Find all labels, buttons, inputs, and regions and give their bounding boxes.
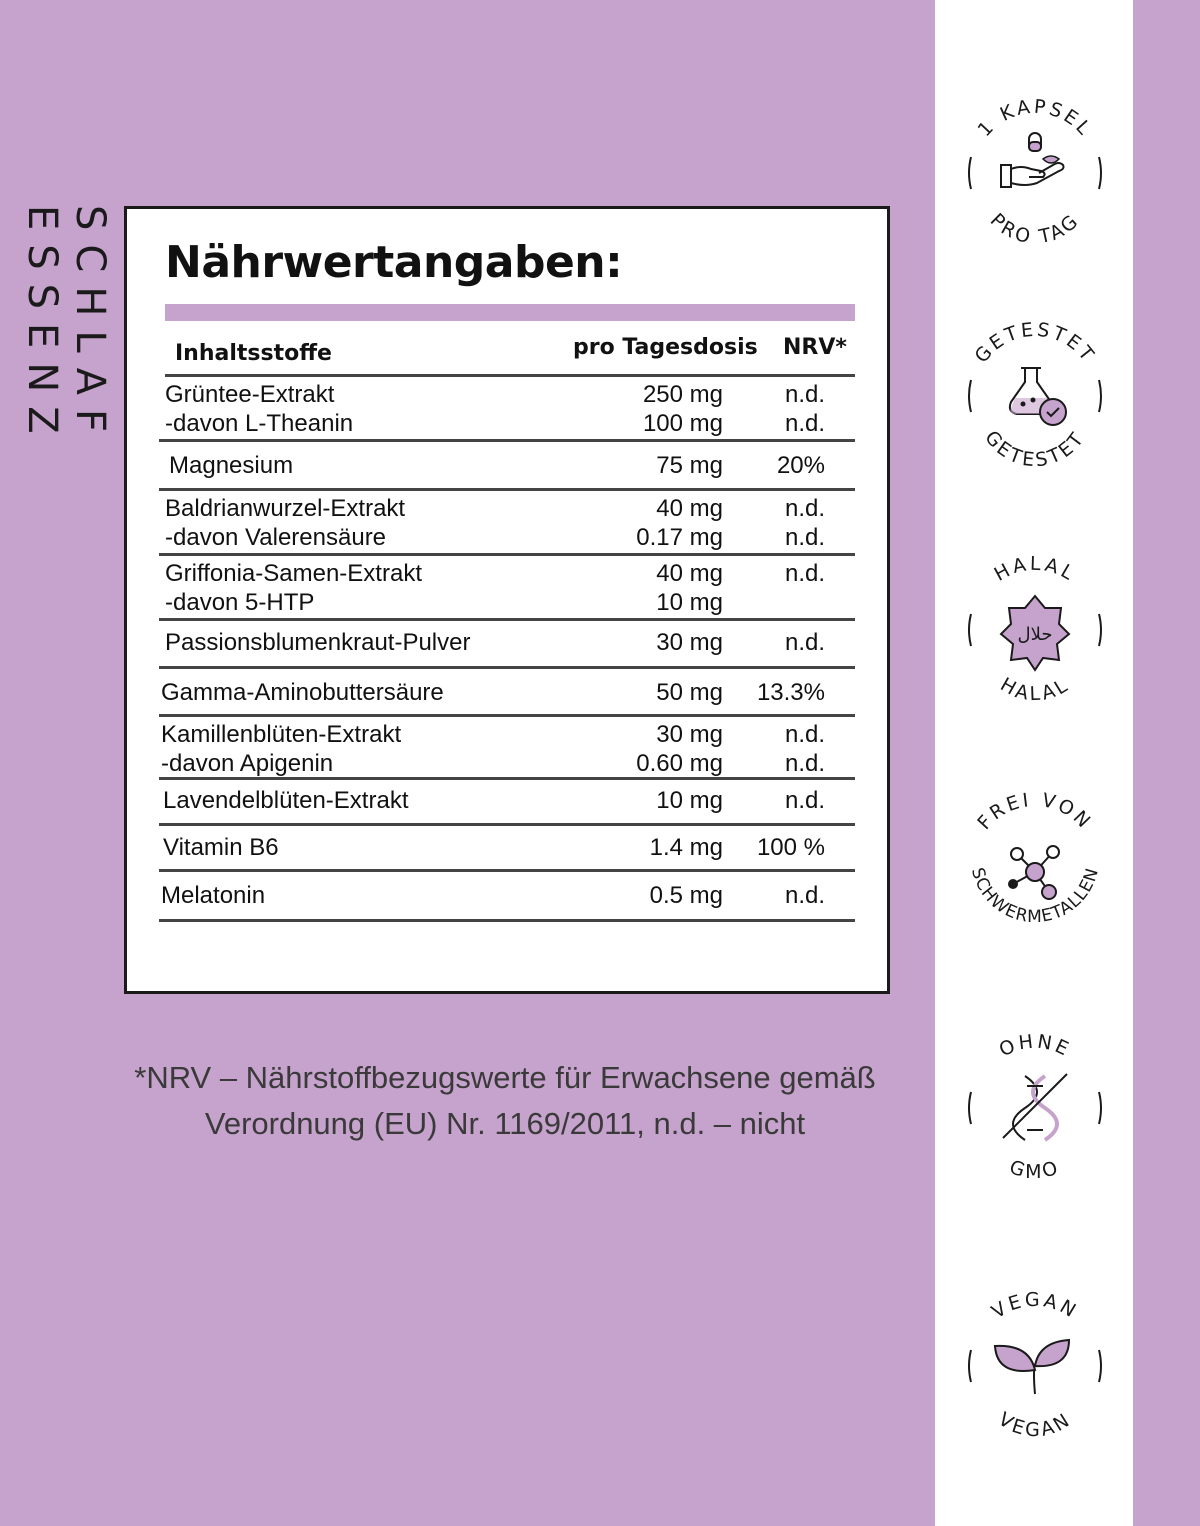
nrv-footnote [0, 1055, 1010, 1147]
table-row [159, 783, 855, 826]
table-row [159, 559, 855, 621]
ingredient-name: -davon L-Theanin [165, 410, 354, 437]
halal-star-icon [1001, 596, 1069, 670]
nutrition-panel [124, 206, 890, 994]
table-header [165, 321, 855, 377]
ingredient-nrv: n.d. [784, 495, 825, 522]
badge-top-text: HALAL [990, 552, 1080, 586]
ingredient-dose: 30 mg [656, 721, 723, 748]
table-row [159, 720, 855, 780]
badge-bottom-text: VEGAN [994, 1408, 1076, 1442]
footnote-line-1: *NRV – Nährstoffbezugswerte für Erwachsene gemäß [134, 1060, 876, 1095]
ingredient-nrv: n.d. [784, 750, 825, 777]
leaf-sprout-icon [995, 1340, 1069, 1394]
row-line [159, 881, 855, 911]
dna-crossed-icon [1003, 1074, 1067, 1140]
ingredient-dose: 0.60 mg [636, 750, 723, 777]
ingredient-nrv: n.d. [784, 410, 825, 437]
table-row [159, 494, 855, 556]
ingredient-name: Baldrianwurzel-Extrakt [165, 495, 406, 522]
row-line [159, 833, 855, 863]
ingredient-name: Griffonia-Samen-Extrakt [165, 560, 422, 587]
ingredient-dose: 0.5 mg [649, 882, 723, 909]
ingredient-name: Grüntee-Extrakt [165, 381, 335, 408]
ingredient-dose: 1.4 mg [649, 834, 723, 861]
table-row [159, 378, 855, 442]
ingredient-name: -davon Apigenin [161, 750, 334, 777]
badge-bottom-text: GMO [1006, 1156, 1064, 1184]
side-title-text: SCHLAF ESSENZ [19, 205, 113, 448]
ingredient-nrv: n.d. [784, 882, 825, 909]
halal-arabic-text: حلال [1017, 624, 1053, 645]
ingredient-dose: 40 mg [656, 560, 723, 587]
ingredient-name: -davon 5-HTP [165, 589, 315, 616]
ingredient-nrv: n.d. [784, 381, 825, 408]
row-line [159, 523, 855, 553]
ingredient-name: Passionsblumenkraut-Pulver [165, 629, 471, 656]
table-row [159, 445, 855, 491]
ingredient-dose: 30 mg [656, 629, 723, 656]
ingredient-name: Gamma-Aminobuttersäure [161, 679, 444, 706]
header-daily-dose: pro Tagesdosis [573, 335, 758, 360]
ingredient-nrv: 20% [776, 452, 825, 479]
row-line [159, 786, 855, 816]
ingredient-dose: 75 mg [656, 452, 723, 479]
row-line [159, 494, 855, 524]
ingredient-name: Lavendelblüten-Extrakt [163, 787, 409, 814]
badge-one-capsule [957, 95, 1113, 251]
row-line [159, 628, 855, 658]
panel-title: Nährwertangaben: [165, 237, 623, 288]
capsule-hand-icon [1001, 133, 1064, 187]
table-row [159, 875, 855, 922]
lab-flask-icon [1010, 368, 1066, 425]
ingredient-dose: 10 mg [656, 787, 723, 814]
ingredient-nrv: n.d. [784, 560, 825, 587]
ingredient-dose: 40 mg [656, 495, 723, 522]
row-line [159, 380, 855, 410]
badge-top-text: GETESTET [970, 318, 1100, 368]
ingredient-nrv: 100 % [756, 834, 825, 861]
ingredient-nrv: n.d. [784, 721, 825, 748]
accent-bar [165, 304, 855, 321]
table-row [159, 624, 855, 669]
ingredient-name: Melatonin [161, 882, 266, 909]
ingredient-nrv: n.d. [784, 524, 825, 551]
side-title [19, 205, 113, 685]
ingredient-dose: 10 mg [656, 589, 723, 616]
table-row [159, 672, 855, 717]
header-nrv: NRV* [783, 335, 847, 360]
ingredient-nrv: n.d. [784, 787, 825, 814]
ingredient-dose: 50 mg [656, 679, 723, 706]
row-line [159, 588, 855, 618]
badge-vegan [957, 1288, 1113, 1444]
row-line [159, 678, 855, 708]
footnote-line-2: Verordnung (EU) Nr. 1169/2011, n.d. – nicht [204, 1106, 806, 1141]
table-row [159, 829, 855, 872]
row-line [159, 451, 855, 481]
badge-bottom-text: GETESTET [980, 426, 1090, 472]
badge-top-text: OHNE [995, 1030, 1075, 1062]
ingredient-dose: 100 mg [642, 410, 723, 437]
ingredient-name: Vitamin B6 [163, 834, 279, 861]
ingredient-dose: 250 mg [642, 381, 723, 408]
ingredient-name: Kamillenblüten-Extrakt [161, 721, 402, 748]
badge-bottom-text: HALAL [996, 673, 1074, 706]
badge-tested [957, 318, 1113, 474]
badge-halal [957, 552, 1113, 708]
row-line [159, 409, 855, 439]
ingredient-dose: 0.17 mg [636, 524, 723, 551]
ingredient-nrv: 13.3% [756, 679, 825, 706]
badge-no-gmo [957, 1030, 1113, 1186]
badge-bottom-text: PRO TAG [985, 209, 1085, 249]
ingredient-name: Magnesium [169, 452, 294, 479]
ingredient-nrv: n.d. [784, 629, 825, 656]
badge-bottom-text: SCHWERMETALLEN [966, 865, 1104, 928]
badge-top-text: VEGAN [987, 1288, 1082, 1324]
badge-free-of-heavy-metals [957, 788, 1113, 944]
row-line [159, 559, 855, 589]
header-ingredients: Inhaltsstoffe [175, 341, 332, 366]
row-line [159, 749, 855, 779]
molecule-icon [1008, 846, 1059, 899]
row-line [159, 720, 855, 750]
ingredient-name: -davon Valerensäure [165, 524, 387, 551]
badge-top-text: FREI VON [973, 788, 1097, 835]
badge-top-text: 1 KAPSEL [973, 95, 1097, 142]
